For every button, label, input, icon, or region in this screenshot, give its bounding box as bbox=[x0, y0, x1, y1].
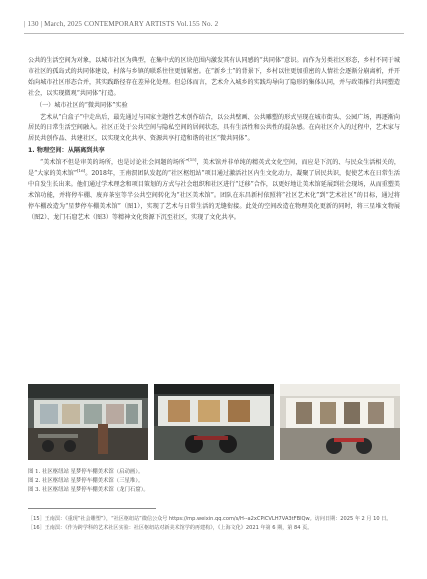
citation-15: [15] bbox=[188, 157, 197, 163]
subsection-heading: （一）城市社区的“微共同体”实验 bbox=[36, 101, 128, 109]
figure-photos bbox=[28, 384, 400, 460]
body-text bbox=[28, 56, 400, 225]
footnote-divider bbox=[28, 508, 156, 509]
paragraph-3-part-b: ，美术馆并非单纯的精英式文化空间，而应是下沉的、与民众生活相关的，是“大家的美术馆” bbox=[28, 159, 401, 178]
figure-1-photo bbox=[28, 384, 148, 460]
paragraph-1: 公共的生活空间为对象，以城市社区为典型，在集中式的区块范围内激发其有认同感的“共同体”意识。而作为另类社区形态，乡村不同于城市社区的孤岛式的共同体建设，村落与乡镇的联系往往更加紧密。在“新乡土”的背景下，乡村以往更加重密的人情社会逐渐分崩离析，并开始向城市社区形态合并，其实践路径存在差异化处理。但总体而言，艺术介入城乡的实践均导向了隐形的集体认同，并与政策推行共同塑造社会，以实现微观“共同体”打造。 bbox=[28, 57, 400, 97]
figure-2-photo bbox=[154, 384, 274, 460]
figure-1-caption: 图 1. 社区枢纽站 星梦停车棚美术馆（启动画）。 bbox=[28, 469, 144, 475]
paragraph-3-part-a: “美术馆不但是审美的场所，也是讨论社会问题的场所” bbox=[40, 159, 189, 167]
figure-3-caption: 图 3. 社区枢纽站 星梦停车棚美术馆（龙门石窟）。 bbox=[28, 486, 149, 493]
footnotes bbox=[28, 515, 400, 534]
paragraph-3 bbox=[28, 158, 400, 223]
header-divider bbox=[24, 33, 404, 34]
figure-3-photo bbox=[280, 384, 400, 460]
figure-captions bbox=[28, 468, 400, 495]
citation-16: [16] bbox=[76, 168, 86, 174]
running-head: | 130 | March, 2025 CONTEMPORARY ARTISTS Vol.155 No. 2 bbox=[24, 20, 219, 28]
paragraph-2: 艺术从“白盒子”中走出后，最先通过与国家主题性艺术创作结合，以公共壁画、公共雕塑的形式呈现在城市街头、公园广场，再逐渐向居民的日常生活空间融入。社区正处于公共空间与隐私空间的居间状态，具有生活性和公共性的混杂感。在向社区介入的过程中，艺术家与居民共创作品、共建社区，以实现文化共享、资源共享打造和谐的社区“微共同体”。 bbox=[28, 113, 400, 143]
footnote-16: ［16］王南溟：《作为跨学科的艺术社区实验：社区枢纽站对新美术馆学的再建构》，《上海文化》2021 年第 6 期，第 84 页。 bbox=[28, 525, 313, 532]
paragraph-3-part-c: 。2018年，王南溟团队发起的“社区枢纽站”项目通过激活社区内生文化动力，凝聚了居民共识，促使艺术在日常生活中自发生长出来。他们通过学术理念和项目策划的方式与社会组织和社区进行“迁移”合作，以更好地让美术馆延展到社会现场，从而重塑美术馆功能，并将停车棚、废弃茶室等半公共空间转化为“社区美术馆”。团队在东昌新村依照将“社区艺术化”到“艺术社区”的目标，通过将停车棚改造为“星梦停车棚美术馆”（图1），实现了艺术与日常生活的无缝衔接。此处的空间改造在物理美化更新的同时，将三星堆文物展（图2）、龙门石窟艺术（图3）等精神文化资源下沉至社区，实现了文化共享。 bbox=[28, 170, 400, 221]
footnote-15: ［15］王南溟：《重现“社会雕塑”》，“社区枢纽站”微信公众号 https://mp.weixin.qq.com/s/H--a2xCPiCVLH7VA3tFBlQw。访问日期：2025 年 2 月 10 日。 bbox=[28, 516, 392, 522]
figure-2-caption: 图 2. 社区枢纽站 星梦停车棚美术馆（三星堆）。 bbox=[28, 477, 144, 484]
section-heading: 1. 物理空间：从隔离到共享 bbox=[28, 147, 105, 155]
